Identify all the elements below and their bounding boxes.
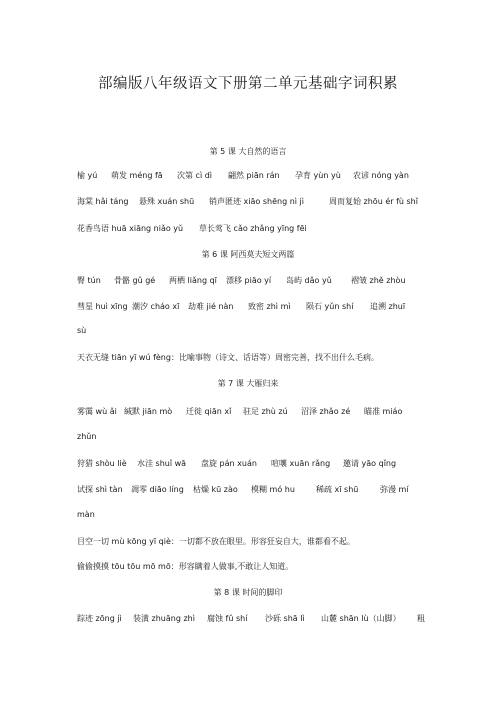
- vocab-line: [77, 484, 429, 495]
- lesson-8-heading: 第 8 课 时间的脚印: [213, 588, 283, 597]
- vocab-entry: 骨骼 gǔ gé: [114, 276, 156, 285]
- lesson-7-heading: 第 7 课 大雁归来: [217, 379, 279, 388]
- idiom-definition: [77, 352, 429, 363]
- vocab-entry: 榆 yú: [77, 171, 98, 180]
- vocab-entry: 追溯 zhuī: [370, 302, 406, 311]
- vocab-entry: 沙砾 shā lì: [265, 614, 305, 623]
- vocab-line-wrap: [77, 510, 429, 519]
- lesson-6-heading: 第 6 课 阿西莫夫短文两篇: [201, 250, 295, 259]
- vocab-entry: 陨石 yǔn shí: [306, 302, 354, 311]
- vocab-entry: 瞄准 miáo: [364, 407, 403, 416]
- vocab-entry: 邀请 yāo qǐng: [343, 459, 397, 468]
- vocab-entry: 周而复始 zhōu ér fù shǐ: [329, 197, 418, 206]
- vocab-entry: 试探 shì tàn: [77, 485, 123, 494]
- vocab-entry: 沼泽 zhǎo zé: [301, 407, 351, 416]
- vocab-entry: 凋零 diāo líng: [131, 485, 184, 494]
- vocab-entry: 盘旋 pán xuán: [201, 459, 257, 468]
- vocab-entry: 喧嚷 xuān rǎng: [271, 459, 331, 468]
- vocab-entry: 漂移 piāo yí: [226, 276, 272, 285]
- vocab-entry: 天衣无缝 tiān yī wú fèng：比喻事物（诗文、话语等）周密完善，找不出什么毛病。: [77, 353, 379, 362]
- vocab-entry: 彗星 huì xīng: [77, 302, 128, 311]
- vocab-entry: 孕育 yùn yù: [295, 171, 341, 180]
- vocab-entry: 劫难 jié nàn: [188, 302, 234, 311]
- vocab-entry: 偷偷摸摸 tōu tōu mō mō：形容瞒着人做事,不敢让人知道。: [77, 562, 294, 571]
- vocab-entry: zhǔn: [77, 432, 97, 441]
- vocab-entry: 萌发 méng fā: [111, 171, 163, 180]
- vocab-entry: 目空一切 mù kōng yī qiè：一切都不放在眼里。形容狂妄自大，谁都看不起。: [77, 537, 355, 546]
- vocab-entry: 腐蚀 fǔ shí: [207, 614, 248, 623]
- vocab-entry: 驻足 zhù zú: [243, 407, 288, 416]
- vocab-entry: 模糊 mó hu: [251, 485, 295, 494]
- vocab-line: [77, 406, 429, 417]
- vocab-entry: 致密 zhì mì: [248, 302, 291, 311]
- lesson-5-heading: 第 5 课 大自然的语言: [209, 147, 287, 156]
- idiom-definition: [77, 561, 429, 572]
- vocab-entry: 水洼 shuǐ wā: [137, 459, 187, 468]
- vocab-entry: 稀疏 xī shū: [316, 485, 359, 494]
- vocab-entry: 枯燥 kū zào: [193, 485, 238, 494]
- page-title: 部编版八年级语文下册第二单元基础字词积累: [98, 76, 398, 92]
- vocab-entry: 粗: [417, 614, 425, 623]
- vocab-entry: 翩然 piān rán: [228, 171, 280, 180]
- vocab-entry: 褶皱 zhě zhòu: [351, 276, 406, 285]
- vocab-line-wrap: [77, 432, 429, 441]
- vocab-entry: 草长莺飞 cǎo zhǎng yīng fēi: [199, 224, 307, 233]
- vocab-entry: 山麓 shān lù（山脚）: [321, 614, 401, 623]
- vocab-entry: 次第 cì dì: [177, 171, 213, 180]
- vocab-line-wrap: [77, 326, 429, 335]
- vocab-entry: 花香鸟语 huā xiāng niǎo yǔ: [77, 224, 184, 233]
- vocab-entry: 迁徙 qiān xǐ: [186, 407, 232, 416]
- idiom-definition: [77, 536, 429, 547]
- vocab-entry: màn: [77, 510, 95, 519]
- vocab-line: [77, 613, 429, 624]
- vocab-entry: 弥漫 mí: [380, 485, 409, 494]
- vocab-entry: sù: [77, 326, 87, 335]
- vocab-entry: 销声匿迹 xiāo shēng nì jì: [209, 197, 304, 206]
- vocab-entry: 踪迹 zōng jì: [77, 614, 122, 623]
- vocab-entry: 装潢 zhuāng zhì: [133, 614, 195, 623]
- vocab-entry: 雾霭 wù ǎi: [77, 407, 117, 416]
- vocab-entry: 岛屿 dǎo yǔ: [286, 276, 332, 285]
- vocab-line: [77, 275, 429, 286]
- vocab-line: [77, 458, 429, 469]
- vocab-entry: 悬殊 xuán shū: [139, 197, 195, 206]
- vocab-entry: 农谚 nóng yàn: [353, 171, 409, 180]
- vocab-entry: 海棠 hǎi táng: [77, 197, 129, 206]
- vocab-line: [77, 223, 429, 234]
- vocab-line: [77, 170, 429, 181]
- vocab-entry: 臀 tún: [77, 276, 101, 285]
- vocab-line: [77, 301, 429, 312]
- vocab-entry: 潮汐 cháo xī: [132, 302, 180, 311]
- vocab-entry: 两栖 liǎng qī: [169, 276, 217, 285]
- vocab-entry: 缄默 jiān mò: [124, 407, 173, 416]
- vocab-line: [77, 196, 429, 207]
- vocab-entry: 狩猎 shòu liè: [77, 459, 127, 468]
